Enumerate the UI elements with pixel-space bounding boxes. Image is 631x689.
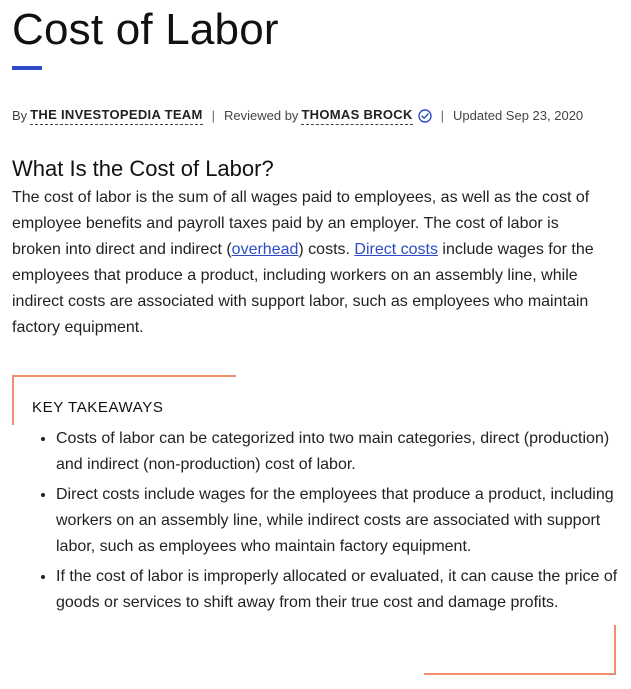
list-item: • Direct costs include wages for the employees that produce a product, including workers on an assembly line, while indirect costs are associated with support labor, such as employees who maintain factory equipment. <box>56 482 621 560</box>
updated-date: Updated Sep 23, 2020 <box>453 107 584 123</box>
list-item: • If the cost of labor is improperly allocated or evaluated, it can cause the price of goods or services to shift away from their true cost and damage profits. <box>56 564 621 616</box>
paragraph-text-1: The cost of labor is the sum of all wages paid to employees, as well as the cost of employee benefits and payroll taxes paid by an employer. The cost of labor is broken into direct and indirect ( <box>12 189 590 258</box>
verified-check-icon <box>418 109 432 123</box>
byline-separator: | <box>211 107 215 123</box>
overhead-link[interactable]: overhead <box>231 241 299 258</box>
takeaway-corner-left <box>12 375 14 425</box>
list-item: • Costs of labor can be categorized into two main categories, direct (production) and indirect (non-production) cost of labor. <box>56 426 621 478</box>
takeaway-corner-top <box>12 375 236 377</box>
byline-separator-2: | <box>440 107 445 123</box>
byline <box>12 106 624 125</box>
title-underline-bar <box>12 66 42 70</box>
byline-by-label: By <box>12 107 28 123</box>
paragraph-text-3: include wages for the employees that produce a product, including workers on an assembly line, while indirect costs are associated with support labor, such as employees who maintain factory equipment. <box>12 241 594 336</box>
paragraph-text-2: ) costs. <box>298 241 355 258</box>
article-page <box>12 0 624 675</box>
key-takeaways-box <box>12 375 616 675</box>
page-title: Cost of Labor <box>12 5 279 54</box>
author-link[interactable]: THE INVESTOPEDIA TEAM <box>30 106 202 125</box>
byline-reviewed-label: Reviewed by <box>224 107 299 123</box>
key-takeaways-heading: KEY TAKEAWAYS <box>32 399 164 416</box>
section-heading: What Is the Cost of Labor? <box>12 156 274 181</box>
key-takeaways-list <box>34 426 621 620</box>
takeaway-corner-bottom <box>424 673 616 675</box>
intro-paragraph <box>12 185 612 341</box>
takeaway-corner-right <box>614 625 616 675</box>
reviewer-link[interactable]: THOMAS BROCK <box>301 106 412 125</box>
direct-costs-link[interactable]: Direct costs <box>354 241 438 258</box>
